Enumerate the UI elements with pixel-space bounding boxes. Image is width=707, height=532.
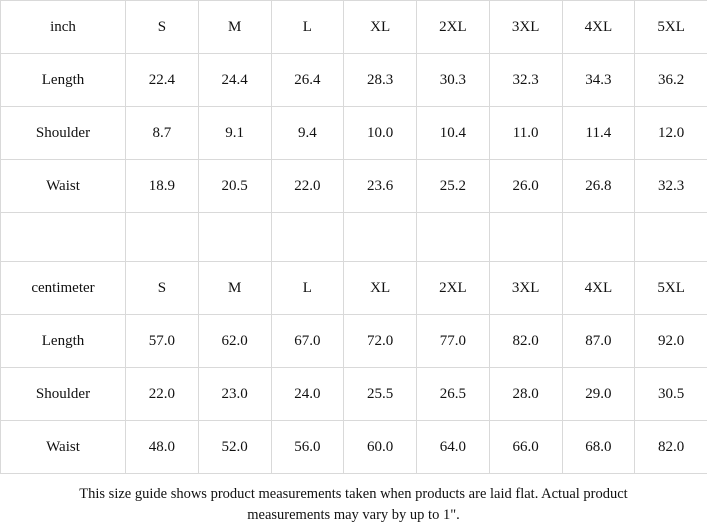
- cell: 32.3: [489, 54, 562, 107]
- table-row: [1, 54, 707, 107]
- spacer-cell: [417, 213, 490, 262]
- spacer-cell: [489, 213, 562, 262]
- inch-col-4xl: 4XL: [562, 1, 635, 54]
- cell: 25.5: [344, 368, 417, 421]
- cell: 28.3: [344, 54, 417, 107]
- centimeter-header-row: [1, 262, 707, 315]
- spacer-cell: [344, 213, 417, 262]
- inch-unit-label: inch: [1, 1, 126, 54]
- cell: 30.3: [417, 54, 490, 107]
- cell: 18.9: [126, 160, 199, 213]
- centimeter-unit-label: centimeter: [1, 262, 126, 315]
- cell: 20.5: [198, 160, 271, 213]
- inch-row-label-shoulder: Shoulder: [1, 107, 126, 160]
- cm-row-label-shoulder: Shoulder: [1, 368, 126, 421]
- cm-col-m: M: [198, 262, 271, 315]
- cell: 25.2: [417, 160, 490, 213]
- note-line-2: measurements may vary by up to 1".: [30, 505, 677, 526]
- cell: 82.0: [489, 315, 562, 368]
- table-row: [1, 421, 707, 474]
- cell: 9.4: [271, 107, 344, 160]
- inch-col-m: M: [198, 1, 271, 54]
- cell: 72.0: [344, 315, 417, 368]
- cell: 36.2: [635, 54, 707, 107]
- cell: 22.4: [126, 54, 199, 107]
- cm-col-l: L: [271, 262, 344, 315]
- inch-row-label-waist: Waist: [1, 160, 126, 213]
- cell: 32.3: [635, 160, 707, 213]
- cell: 28.0: [489, 368, 562, 421]
- cell: 10.0: [344, 107, 417, 160]
- cm-col-s: S: [126, 262, 199, 315]
- cm-col-2xl: 2XL: [417, 262, 490, 315]
- size-guide-note: [0, 474, 707, 532]
- cell: 77.0: [417, 315, 490, 368]
- cm-col-xl: XL: [344, 262, 417, 315]
- cell: 64.0: [417, 421, 490, 474]
- cell: 30.5: [635, 368, 707, 421]
- cell: 48.0: [126, 421, 199, 474]
- spacer-cell: [271, 213, 344, 262]
- cell: 11.0: [489, 107, 562, 160]
- cell: 8.7: [126, 107, 199, 160]
- cell: 22.0: [271, 160, 344, 213]
- cell: 82.0: [635, 421, 707, 474]
- cell: 67.0: [271, 315, 344, 368]
- cell: 11.4: [562, 107, 635, 160]
- cm-row-label-waist: Waist: [1, 421, 126, 474]
- table-row: [1, 315, 707, 368]
- cell: 24.4: [198, 54, 271, 107]
- inch-col-2xl: 2XL: [417, 1, 490, 54]
- note-line-1: This size guide shows product measurements taken when products are laid flat. Actual product: [30, 484, 677, 505]
- cell: 87.0: [562, 315, 635, 368]
- cell: 62.0: [198, 315, 271, 368]
- cell: 22.0: [126, 368, 199, 421]
- cell: 23.6: [344, 160, 417, 213]
- cell: 66.0: [489, 421, 562, 474]
- cell: 57.0: [126, 315, 199, 368]
- spacer-cell: [562, 213, 635, 262]
- cell: 26.0: [489, 160, 562, 213]
- cell: 92.0: [635, 315, 707, 368]
- table-row: [1, 160, 707, 213]
- inch-col-xl: XL: [344, 1, 417, 54]
- inch-col-3xl: 3XL: [489, 1, 562, 54]
- table-row: [1, 107, 707, 160]
- cell: 26.4: [271, 54, 344, 107]
- cm-col-5xl: 5XL: [635, 262, 707, 315]
- inch-col-s: S: [126, 1, 199, 54]
- inch-header-row: [1, 1, 707, 54]
- cell: 34.3: [562, 54, 635, 107]
- cm-col-3xl: 3XL: [489, 262, 562, 315]
- cell: 56.0: [271, 421, 344, 474]
- cm-col-4xl: 4XL: [562, 262, 635, 315]
- spacer-cell: [126, 213, 199, 262]
- cm-row-label-length: Length: [1, 315, 126, 368]
- section-spacer-row: [1, 213, 707, 262]
- cell: 12.0: [635, 107, 707, 160]
- spacer-cell: [198, 213, 271, 262]
- spacer-cell: [635, 213, 707, 262]
- cell: 9.1: [198, 107, 271, 160]
- cell: 10.4: [417, 107, 490, 160]
- cell: 26.8: [562, 160, 635, 213]
- cell: 24.0: [271, 368, 344, 421]
- spacer-cell: [1, 213, 126, 262]
- table-row: [1, 368, 707, 421]
- inch-col-5xl: 5XL: [635, 1, 707, 54]
- cell: 26.5: [417, 368, 490, 421]
- inch-row-label-length: Length: [1, 54, 126, 107]
- inch-col-l: L: [271, 1, 344, 54]
- cell: 29.0: [562, 368, 635, 421]
- cell: 52.0: [198, 421, 271, 474]
- cell: 23.0: [198, 368, 271, 421]
- cell: 68.0: [562, 421, 635, 474]
- cell: 60.0: [344, 421, 417, 474]
